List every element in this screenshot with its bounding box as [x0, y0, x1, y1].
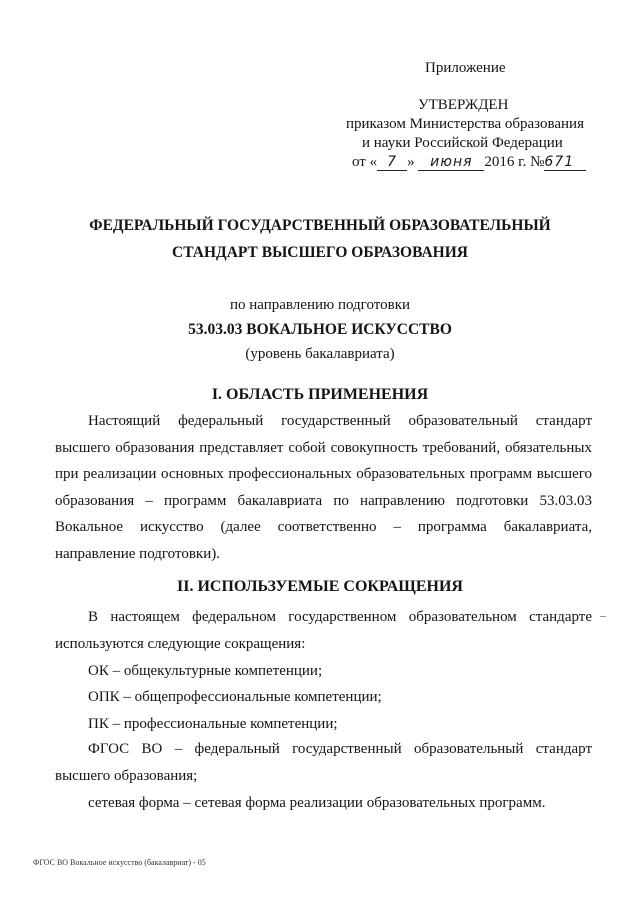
- date-day-close: »: [407, 154, 415, 170]
- section-1-heading: I. ОБЛАСТЬ ПРИМЕНЕНИЯ: [211, 386, 429, 403]
- page-footer: ФГОС ВО Вокальное искусство (бакалавриат) - 05: [33, 858, 206, 867]
- document-title: [0, 212, 640, 266]
- approved-label: УТВЕРЖДЕН: [418, 97, 509, 113]
- appendix-label: Приложение: [425, 60, 506, 76]
- section-1-paragraph: Настоящий федеральный государственный образовательный стандарт высшего образования представляет собой совокупность требований, обязательных при реализации основных профессиональных образовательных программ высшего образования – программ бакалавриата по направлению подготовки 53.03.03 Вокальное искусство (далее соответственно – программа бакалавриата, направление подготовки).: [55, 413, 592, 562]
- order-line-federation: и науки Российской Федерации: [362, 135, 563, 151]
- abbreviation-item: сетевая форма – сетевая форма реализации образовательных программ.: [88, 795, 546, 811]
- scan-speck: [600, 616, 606, 617]
- direction-code-name: 53.03.03 ВОКАЛЬНОЕ ИСКУССТВО: [188, 321, 452, 338]
- title-line-1: ФЕДЕРАЛЬНЫЙ ГОСУДАРСТВЕННЫЙ ОБРАЗОВАТЕЛЬНЫЙ: [89, 217, 551, 234]
- handwritten-day: 7: [377, 155, 407, 171]
- order-date-line: [346, 153, 586, 172]
- date-year-number: 2016 г. №: [484, 154, 545, 170]
- handwritten-order-number: 671: [544, 155, 586, 171]
- abbreviation-item: ОПК – общепрофессиональные компетенции;: [88, 689, 382, 705]
- handwritten-month: июня: [418, 155, 484, 171]
- abbreviation-item: ОК – общекультурные компетенции;: [88, 663, 323, 679]
- section-2-heading: II. ИСПОЛЬЗУЕМЫЕ СОКРАЩЕНИЯ: [177, 578, 463, 595]
- direction-level: (уровень бакалавриата): [245, 346, 395, 362]
- date-prefix: от «: [352, 154, 378, 170]
- approval-block: [346, 96, 586, 172]
- title-line-2: СТАНДАРТ ВЫСШЕГО ОБРАЗОВАНИЯ: [172, 244, 468, 261]
- order-line-ministry: приказом Министерства образования: [346, 116, 584, 132]
- abbreviation-item: ФГОС ВО – федеральный государственный образовательный стандарт высшего образования;: [55, 741, 592, 784]
- abbreviation-item: ПК – профессиональные компетенции;: [88, 716, 338, 732]
- section-2-intro: В настоящем федеральном государственном образовательном стандарте используются следующие сокращения:: [55, 609, 592, 652]
- direction-intro: по направлению подготовки: [229, 297, 411, 313]
